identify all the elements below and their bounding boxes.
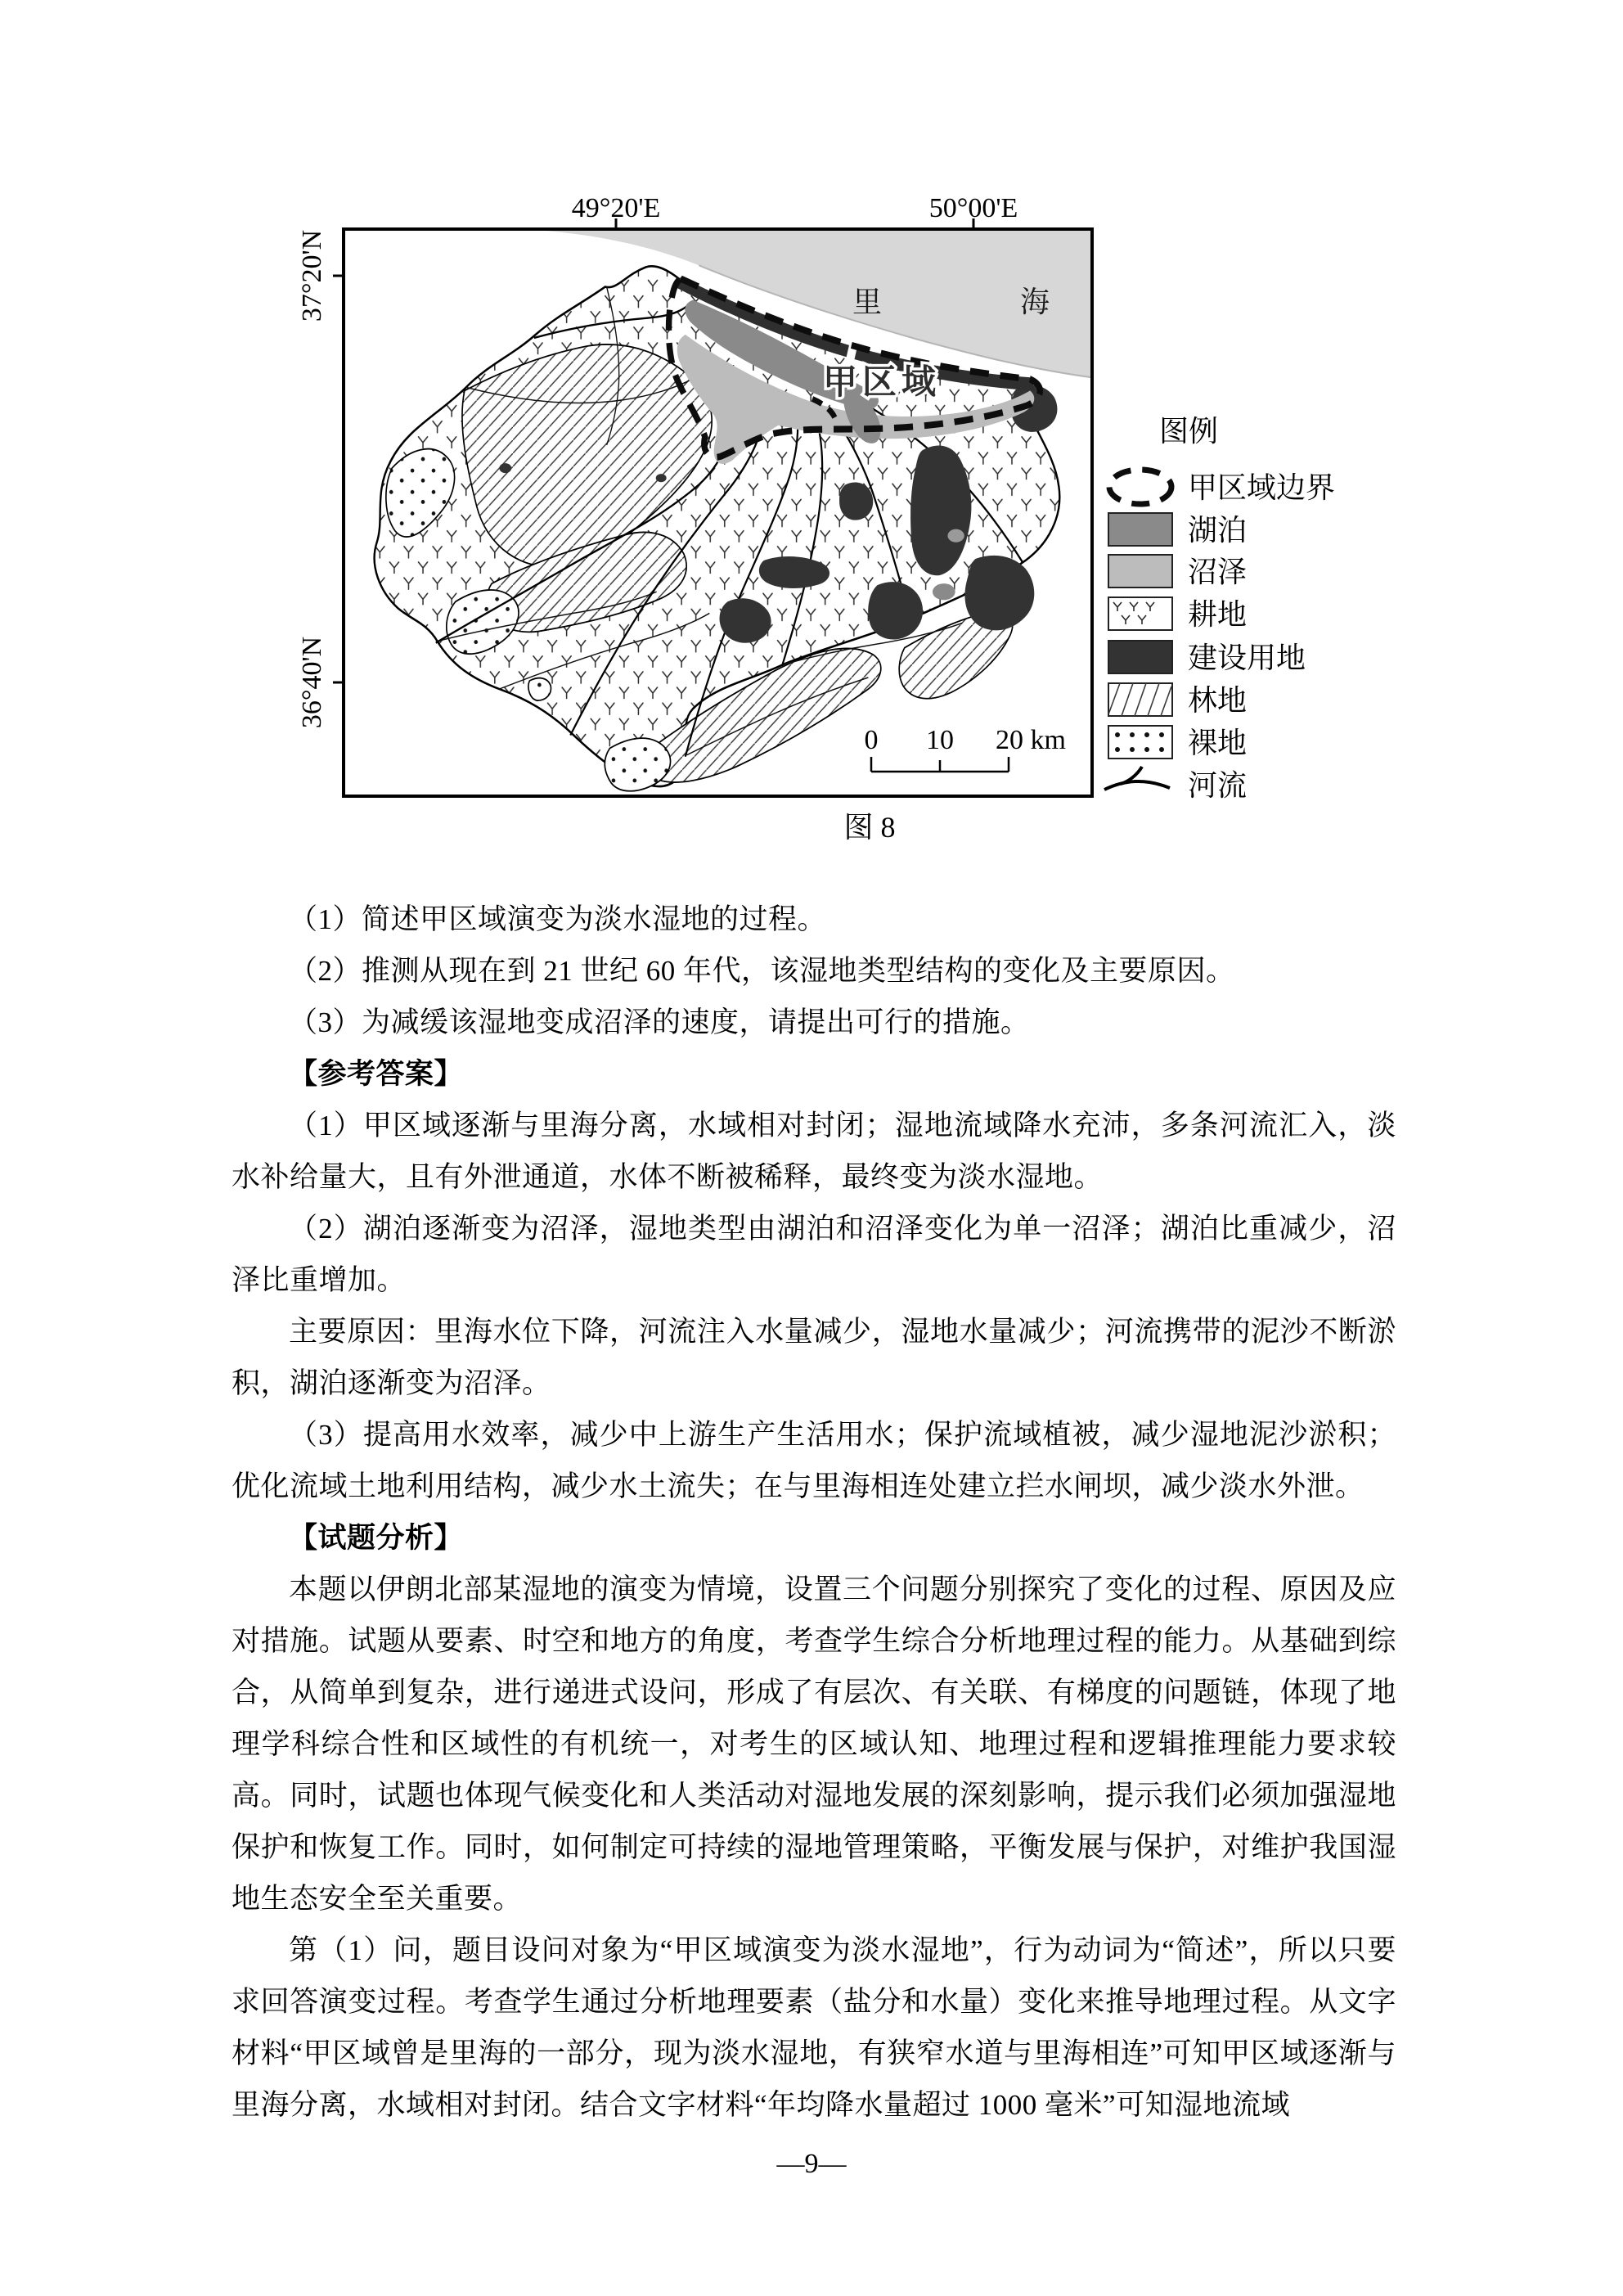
lon-label-left: 49°20'E	[571, 193, 661, 223]
region-label: 甲区域	[822, 364, 942, 402]
legend-label: 河流	[1188, 769, 1248, 802]
sea-label-1: 里	[852, 286, 883, 318]
analysis-header: 【试题分析】	[289, 1522, 464, 1554]
scale-bar	[871, 757, 1009, 772]
legend-label: 林地	[1188, 684, 1248, 717]
legend-bare-swatch	[1108, 726, 1172, 759]
scale-label-10: 10	[926, 725, 954, 755]
legend-river-icon	[1104, 767, 1170, 790]
legend-label: 甲区域边界	[1188, 471, 1336, 504]
answer-header: 【参考答案】	[289, 1058, 464, 1090]
lon-label-right: 50°00'E	[928, 193, 1018, 223]
answer-2: （2）湖泊逐渐变为沼泽，湿地类型由湖泊和沼泽变化为单一沼泽；湖泊比重减少，沼泽比重增加。	[232, 1213, 1396, 1296]
page-number: —9—	[776, 2149, 847, 2179]
legend-farmland-swatch	[1108, 597, 1172, 630]
body-text	[232, 894, 1396, 2131]
legend-boundary-icon	[1109, 470, 1171, 504]
small-lake-patch-1	[933, 583, 955, 600]
question-3: （3）为减缓该湿地变成沼泽的速度，请提出可行的措施。	[289, 1006, 1030, 1038]
legend-forest-swatch	[1108, 683, 1172, 716]
legend-label: 裸地	[1188, 727, 1248, 759]
question-1: （1）简述甲区域演变为淡水湿地的过程。	[289, 903, 827, 935]
answer-1: （1）甲区域逐渐与里海分离，水域相对封闭；湿地流域降水充沛，多条河流汇入，淡水补给量大，且有外泄通道，水体不断被稀释，最终变为淡水湿地。	[232, 1110, 1396, 1193]
scale-label-0: 0	[864, 725, 879, 755]
small-lake-patch-2	[947, 529, 964, 542]
sea-label-2: 海	[1019, 286, 1050, 318]
answer-3: （3）提高用水效率，减少中上游生产生活用水；保护流域植被，减少湿地泥沙淤积；优化流域土地利用结构，减少水土流失；在与里海相连处建立拦水闸坝，减少淡水外泄。	[232, 1419, 1396, 1502]
scale-label-20km: 20 km	[996, 725, 1066, 755]
analysis-paragraph-1: 本题以伊朗北部某湿地的演变为情境，设置三个问题分别探究了变化的过程、原因及应对措施。试题从要素、时空和地方的角度，考查学生综合分析地理过程的能力。从基础到综合，从简单到复杂，进行递进式设问，形成了有层次、有关联、有梯度的问题链，体现了地理学科综合性和区域性的有机统一，对考生的区域认知、地理过程和逻辑推理能力要求较高。同时，试题也体现气候变化和人类活动对湿地发展的深刻影响，提示我们必须加强湿地保护和恢复工作。同时，如何制定可持续的湿地管理策略，平衡发展与保护，对维护我国湿地生态安全至关重要。	[232, 1573, 1396, 1915]
legend-title: 图例	[1158, 415, 1219, 448]
legend-construction-swatch	[1108, 641, 1172, 673]
legend-marsh-swatch	[1108, 555, 1172, 588]
map-figure	[270, 184, 1497, 904]
legend-label: 湖泊	[1188, 514, 1248, 547]
analysis-paragraph-2: 第（1）问，题目设问对象为“甲区域演变为淡水湿地”，行为动词为“简述”，所以只要求回答演变过程。考查学生通过分析地理要素（盐分和水量）变化来推导地理过程。从文字材料“甲区域曾是里海的一部分，现为淡水湿地，有狭窄水道与里海相连”可知甲区域逐渐与里海分离，水域相对封闭。结合文字材料“年均降水量超过 1000 毫米”可知湿地流域	[232, 1934, 1396, 2121]
answer-2-reason: 主要原因：里海水位下降，河流注入水量减少，湿地水量减少；河流携带的泥沙不断淤积，湖泊逐渐变为沼泽。	[232, 1316, 1396, 1399]
lat-label-bottom: 36°40'N	[297, 636, 327, 729]
figure-caption: 图 8	[843, 811, 896, 844]
legend-lake-swatch	[1108, 513, 1172, 546]
map-legend	[1104, 415, 1335, 802]
legend-label: 建设用地	[1188, 642, 1306, 674]
map-canvas	[375, 229, 1092, 791]
question-2: （2）推测从现在到 21 世纪 60 年代，该湿地类型结构的变化及主要原因。	[289, 955, 1235, 987]
lat-label-top: 37°20'N	[297, 229, 327, 322]
legend-label: 沼泽	[1188, 556, 1248, 588]
legend-label: 耕地	[1188, 598, 1248, 631]
